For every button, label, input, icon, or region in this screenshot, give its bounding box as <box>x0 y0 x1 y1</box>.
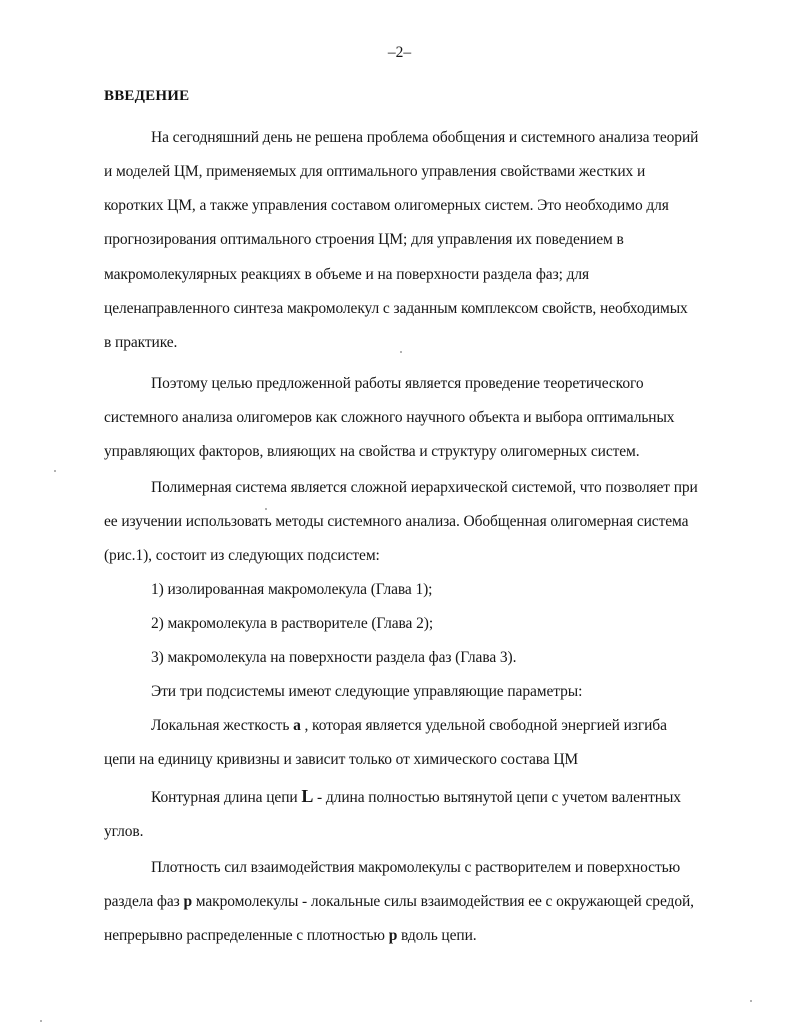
param-p-line3-after: вдоль цепи. <box>397 927 477 944</box>
scan-speck <box>40 1020 42 1022</box>
param-L-line-1 <box>151 786 681 808</box>
page-number: –2– <box>387 44 412 61</box>
paragraph-1-line-5: макромолекулярных реакциях в объеме и на поверхности раздела фаз; для <box>104 266 590 283</box>
paragraph-2-line-3: управляющих факторов, влияющих на свойства и структуру олигомерных систем. <box>104 443 640 460</box>
param-L-line-2: углов. <box>104 823 144 840</box>
scan-speck <box>54 470 56 472</box>
param-a-text-before: Локальная жесткость <box>151 717 294 734</box>
param-p-line-3 <box>104 926 477 946</box>
paragraph-3-line-1: Полимерная система является сложной иерархической системой, что позволяет при <box>151 479 698 496</box>
paragraph-1-line-3: коротких ЦМ, а также управления составом олигомерных систем. Это необходимо для <box>104 197 669 214</box>
paragraph-1-line-1: На сегодняшний день не решена проблема обобщения и системного анализа теорий <box>151 129 699 146</box>
paragraph-2-line-1: Поэтому целью предложенной работы является проведение теоретического <box>151 375 644 392</box>
paragraph-3-line-3: (рис.1), состоит из следующих подсистем: <box>104 547 380 564</box>
param-p-line-2 <box>104 892 694 912</box>
scan-speck <box>750 1000 752 1002</box>
paragraph-1-line-7: в практике. <box>104 334 178 351</box>
param-p-line-1: Плотность сил взаимодействия макромолекулы с растворителем и поверхностью <box>151 859 681 876</box>
section-heading: ВВЕДЕНИЕ <box>104 88 190 104</box>
scan-speck <box>265 508 267 510</box>
param-p-symbol: p <box>183 893 192 910</box>
param-p-text-after: макромолекулы - локальные силы взаимодействия ее с окружающей средой, <box>191 893 694 910</box>
param-p-text-before: раздела фаз <box>104 893 184 910</box>
subsystem-item-2: 2) макромолекула в растворителе (Глава 2); <box>151 615 434 632</box>
param-a-line-1 <box>151 716 667 736</box>
params-intro: Эти три подсистемы имеют следующие управляющие параметры: <box>151 683 583 700</box>
param-L-text-before: Контурная длина цепи <box>151 789 302 806</box>
paragraph-1-line-6: целенаправленного синтеза макромолекул с заданным комплексом свойств, необходимых <box>104 300 688 317</box>
subsystem-item-3: 3) макромолекула на поверхности раздела фаз (Глава 3). <box>151 649 517 666</box>
paragraph-1-line-2: и моделей ЦМ, применяемых для оптимального управления свойствами жестких и <box>104 163 646 180</box>
paragraph-2-line-2: системного анализа олигомеров как сложного научного объекта и выбора оптимальных <box>104 409 675 426</box>
subsystem-item-1: 1) изолированная макромолекула (Глава 1); <box>151 581 433 598</box>
param-a-line-2: цепи на единицу кривизны и зависит только от химического состава ЦМ <box>104 751 579 768</box>
param-p-line3-symbol: p <box>388 927 398 944</box>
paragraph-1-line-4: прогнозирования оптимального строения ЦМ; для управления их поведением в <box>104 231 624 248</box>
scan-speck <box>400 351 402 353</box>
param-p-line3-before: непрерывно распределенные с плотностью <box>104 927 389 944</box>
param-L-text-after: - длина полностью вытянутой цепи с учетом валентных <box>313 789 681 806</box>
param-a-symbol: a <box>293 717 301 734</box>
paragraph-3-line-2: ее изучении использовать методы системного анализа. Обобщенная олигомерная система <box>104 513 689 530</box>
param-L-symbol: L <box>301 786 314 806</box>
param-a-text-after: , которая является удельной свободной энергией изгиба <box>300 717 667 734</box>
